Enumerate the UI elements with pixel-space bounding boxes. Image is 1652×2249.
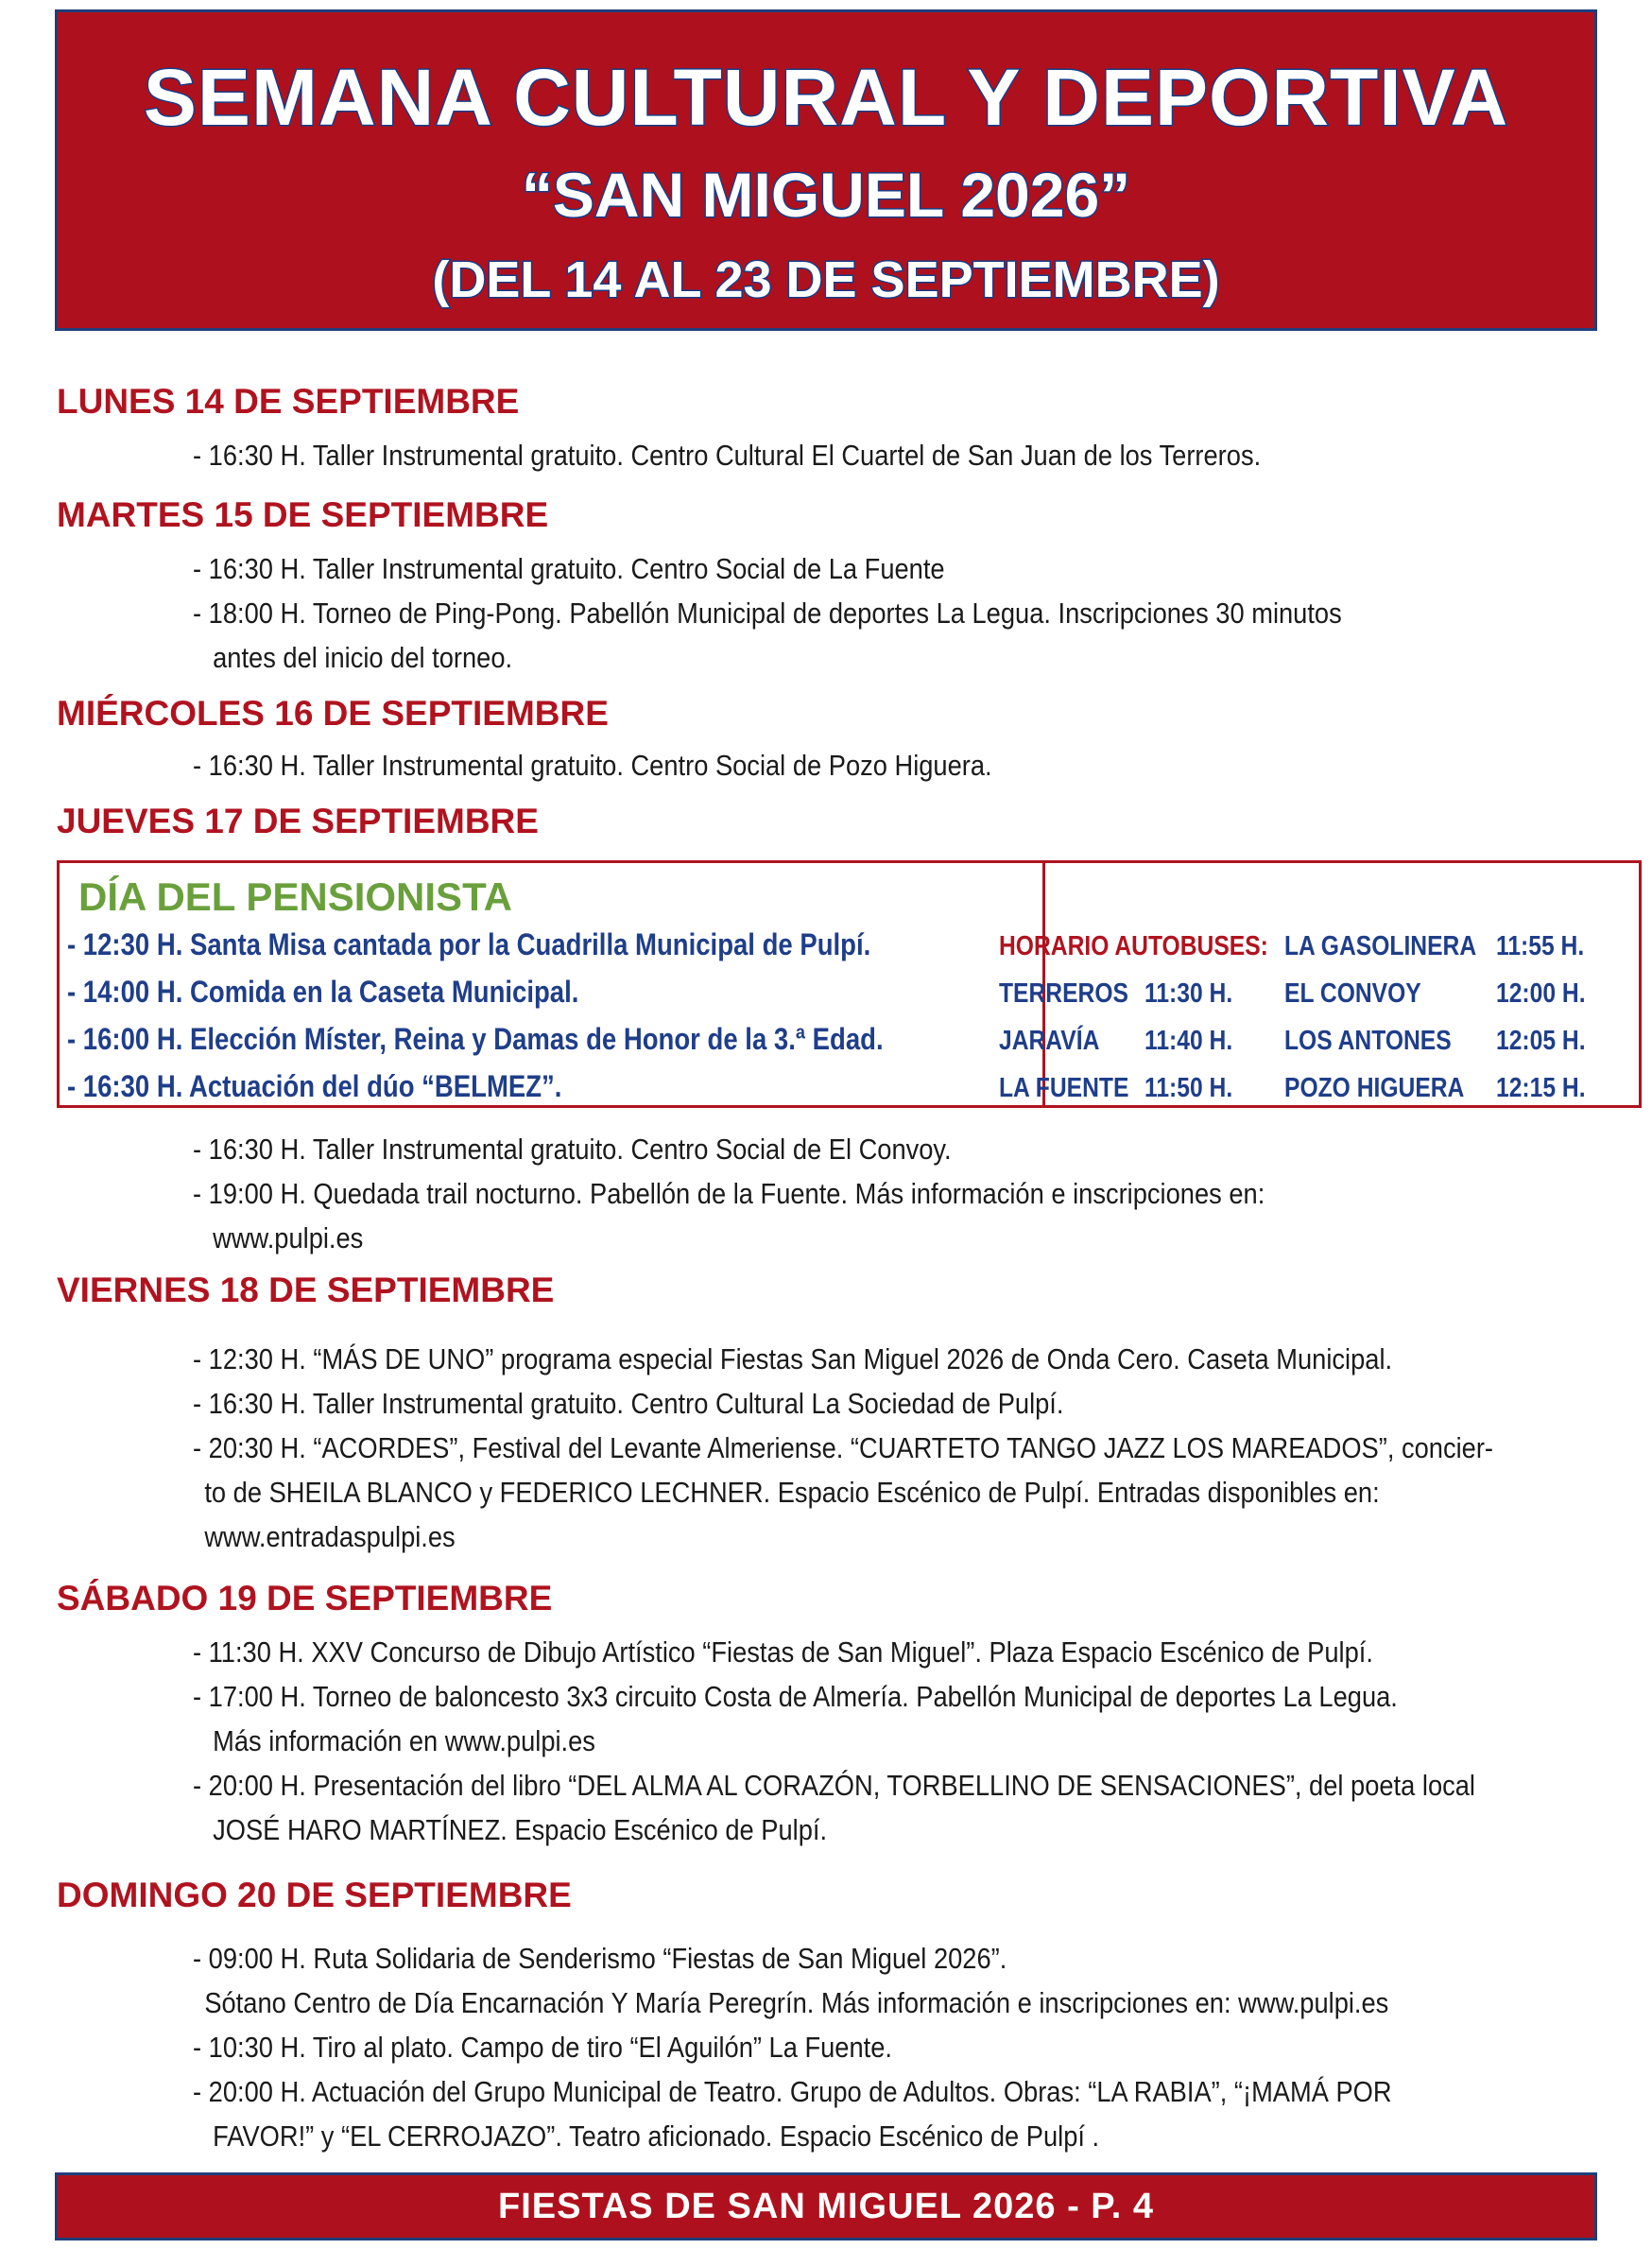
day-heading-lunes: LUNES 14 DE SEPTIEMBRE xyxy=(57,382,520,421)
pensionista-box xyxy=(57,860,1642,1108)
event-line-continued: Sótano Centro de Día Encarnación Y María Peregrín. Más información e inscripciones en: www.pulpi.es xyxy=(204,1986,1389,2019)
bus-stop-time: 11:50 H. xyxy=(1144,1073,1233,1103)
bus-stop-name: EL CONVOY xyxy=(1284,978,1421,1009)
bus-schedule-label: HORARIO AUTOBUSES: xyxy=(999,931,1268,961)
day-heading-sabado: SÁBADO 19 DE SEPTIEMBRE xyxy=(57,1579,553,1618)
bus-stop-time: 11:30 H. xyxy=(1144,978,1233,1009)
event-line: - 16:30 H. Taller Instrumental gratuito. Centro Cultural El Cuartel de San Juan de los Terreros. xyxy=(193,439,1262,472)
event-line: - 16:30 H. Taller Instrumental gratuito. Centro Social de El Convoy. xyxy=(193,1133,952,1166)
pensionista-event: - 16:30 H. Actuación del dúo “BELMEZ”. xyxy=(67,1069,562,1103)
day-heading-viernes: VIERNES 18 DE SEPTIEMBRE xyxy=(57,1271,555,1309)
page-footer: FIESTAS DE SAN MIGUEL 2026 - P. 4 xyxy=(55,2172,1597,2240)
bus-stop-time: 12:05 H. xyxy=(1496,1026,1586,1056)
event-line-continued: to de SHEILA BLANCO y FEDERICO LECHNER. Espacio Escénico de Pulpí. Entradas disponibles en: xyxy=(204,1476,1380,1509)
event-line: - 09:00 H. Ruta Solidaria de Senderismo “Fiestas de San Miguel 2026”. xyxy=(193,1942,1007,1975)
events-sabado xyxy=(193,1630,1475,1852)
event-line: - 16:30 H. Taller Instrumental gratuito. Centro Social de La Fuente xyxy=(193,552,945,585)
event-line: - 11:30 H. XXV Concurso de Dibujo Artístico “Fiestas de San Miguel”. Plaza Espacio Escénico de Pulpí. xyxy=(193,1635,1373,1669)
event-line: - 20:00 H. Presentación del libro “DEL ALMA AL CORAZÓN, TORBELLINO DE SENSACIONES”, del poeta local xyxy=(193,1769,1476,1802)
events-martes xyxy=(193,546,1342,680)
event-line: - 16:30 H. Taller Instrumental gratuito. Centro Cultural La Sociedad de Pulpí. xyxy=(193,1387,1064,1420)
event-line: - 20:30 H. “ACORDES”, Festival del Levante Almeriense. “CUARTETO TANGO JAZZ LOS MAREADOS”, concier- xyxy=(193,1431,1494,1464)
events-viernes xyxy=(193,1337,1493,1559)
events-lunes xyxy=(193,433,1261,477)
bus-stop-time: 11:55 H. xyxy=(1496,931,1585,961)
event-line-continued: JOSÉ HARO MARTÍNEZ. Espacio Escénico de Pulpí. xyxy=(213,1813,828,1846)
event-line-continued: Más información en www.pulpi.es xyxy=(213,1724,595,1757)
events-jueves xyxy=(193,1127,1265,1260)
event-line: - 19:00 H. Quedada trail nocturno. Pabellón de la Fuente. Más información e inscripciones en: xyxy=(193,1177,1265,1210)
event-line-continued: antes del inicio del torneo. xyxy=(213,641,513,674)
day-heading-martes: MARTES 15 DE SEPTIEMBRE xyxy=(57,495,549,534)
bus-stop-name: JARAVÍA xyxy=(999,1026,1100,1056)
day-heading-miercoles: MIÉRCOLES 16 DE SEPTIEMBRE xyxy=(57,694,609,733)
event-line: - 10:30 H. Tiro al plato. Campo de tiro “El Aguilón” La Fuente. xyxy=(193,2031,892,2064)
event-line-continued: FAVOR!” y “EL CERROJAZO”. Teatro aficionado. Espacio Escénico de Pulpí . xyxy=(213,2119,1100,2153)
event-line-continued: www.entradaspulpi.es xyxy=(204,1520,456,1553)
day-heading-domingo: DOMINGO 20 DE SEPTIEMBRE xyxy=(57,1876,572,1914)
event-line-continued: www.pulpi.es xyxy=(213,1221,364,1254)
bus-stop-name: LA GASOLINERA xyxy=(1284,931,1477,961)
bus-stop-name: TERREROS xyxy=(999,978,1128,1009)
bus-stop-time: 11:40 H. xyxy=(1144,1026,1233,1056)
pensionista-event: - 12:30 H. Santa Misa cantada por la Cuadrilla Municipal de Pulpí. xyxy=(67,927,871,961)
bus-stop-time: 12:15 H. xyxy=(1496,1073,1586,1103)
event-line: - 16:30 H. Taller Instrumental gratuito. Centro Social de Pozo Higuera. xyxy=(193,749,992,782)
bus-stop-name: LOS ANTONES xyxy=(1284,1026,1452,1056)
bus-stop-time: 12:00 H. xyxy=(1496,978,1586,1009)
event-line: - 12:30 H. “MÁS DE UNO” programa especial Fiestas San Miguel 2026 de Onda Cero. Caseta Municipal. xyxy=(193,1342,1393,1375)
events-domingo xyxy=(193,1936,1392,2158)
event-line: - 17:00 H. Torneo de baloncesto 3x3 circuito Costa de Almería. Pabellón Municipal de deportes La Legua. xyxy=(193,1680,1398,1713)
bus-stop-name: LA FUENTE xyxy=(999,1073,1129,1103)
event-line: - 18:00 H. Torneo de Ping-Pong. Pabellón Municipal de deportes La Legua. Inscripciones 30 minutos xyxy=(193,597,1342,630)
page-title: SEMANA CULTURAL Y DEPORTIVA xyxy=(143,53,1509,142)
bus-stop-name: POZO HIGUERA xyxy=(1284,1073,1465,1103)
day-heading-jueves: JUEVES 17 DE SEPTIEMBRE xyxy=(57,802,539,840)
page-subtitle: “SAN MIGUEL 2026” xyxy=(521,160,1131,230)
pensionista-event: - 14:00 H. Comida en la Caseta Municipal. xyxy=(67,975,579,1009)
pensionista-event: - 16:00 H. Elección Míster, Reina y Damas de Honor de la 3.ª Edad. xyxy=(67,1022,884,1056)
event-line: - 20:00 H. Actuación del Grupo Municipal de Teatro. Grupo de Adultos. Obras: “LA RABIA”, “¡MAMÁ POR xyxy=(193,2075,1392,2108)
events-miercoles xyxy=(193,743,992,787)
title-banner xyxy=(55,9,1597,331)
date-range: (DEL 14 AL 23 DE SEPTIEMBRE) xyxy=(432,251,1220,308)
pensionista-title: DÍA DEL PENSIONISTA xyxy=(78,874,512,919)
